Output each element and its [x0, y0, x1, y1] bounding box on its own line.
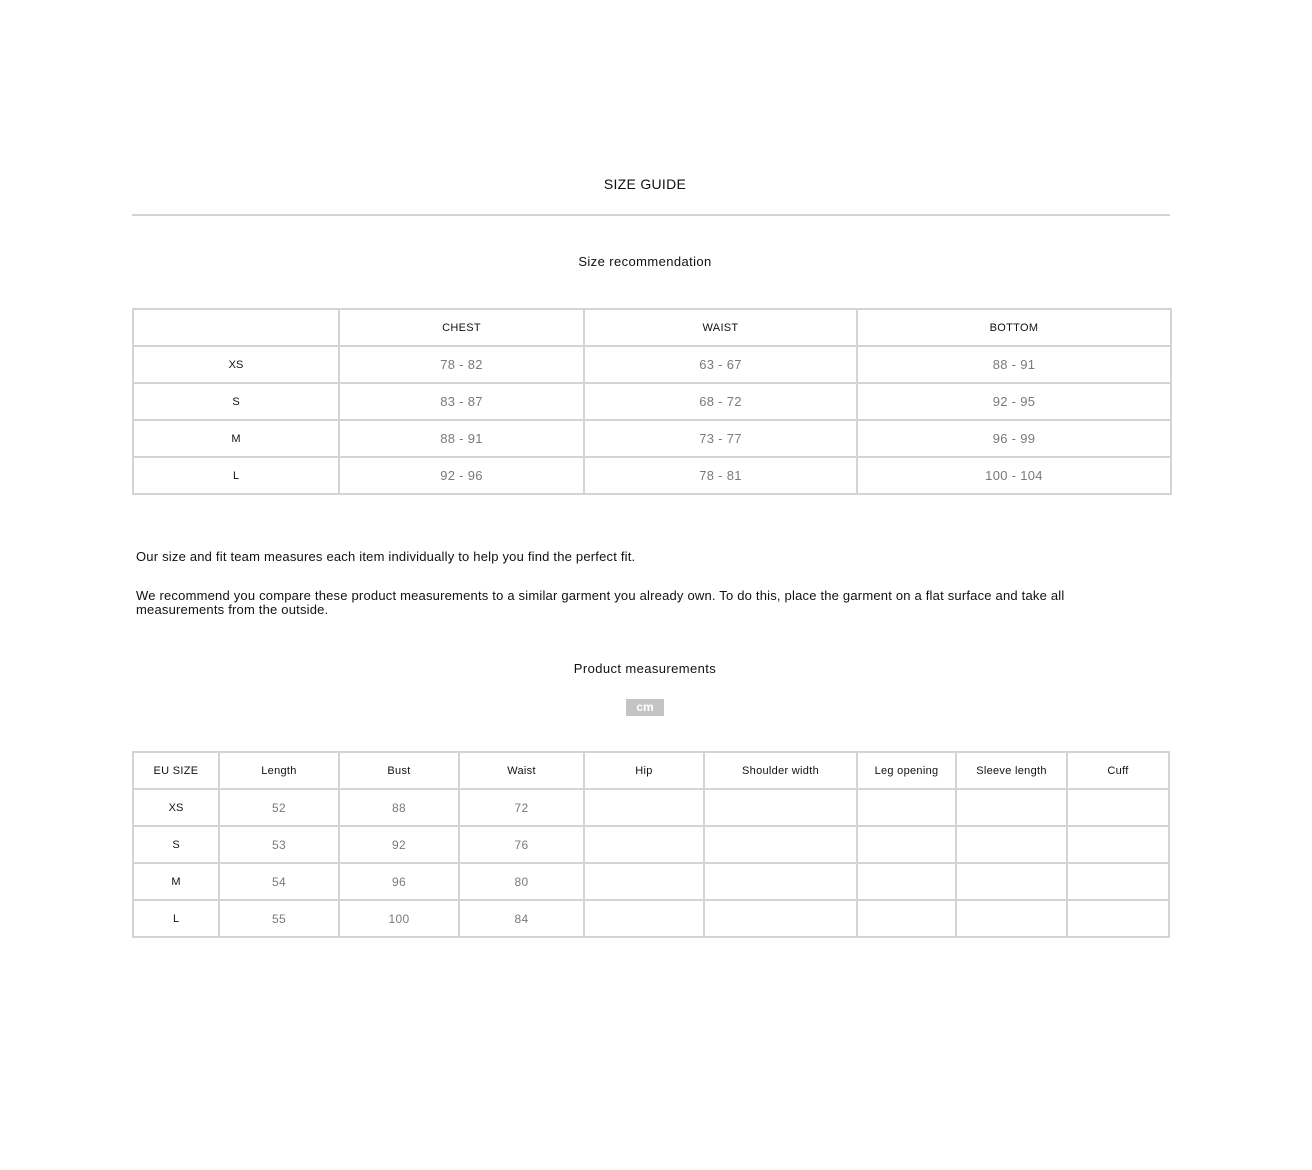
chest-range: 83 - 87 — [339, 383, 584, 420]
bottom-range: 88 - 91 — [857, 346, 1171, 383]
bust-value: 96 — [339, 863, 459, 900]
waist-range: 78 - 81 — [584, 457, 857, 494]
length-value: 54 — [219, 863, 339, 900]
size-label: M — [133, 420, 339, 457]
bottom-range: 96 - 99 — [857, 420, 1171, 457]
column-header-cuff: Cuff — [1067, 752, 1169, 789]
chest-range: 92 - 96 — [339, 457, 584, 494]
waist-range: 68 - 72 — [584, 383, 857, 420]
product-measurements-table — [132, 751, 1170, 938]
table-header-row — [133, 309, 1171, 346]
cuff-value — [1067, 900, 1169, 937]
hip-value — [584, 826, 704, 863]
chest-range: 78 - 82 — [339, 346, 584, 383]
table-row — [133, 383, 1171, 420]
hip-value — [584, 900, 704, 937]
column-header-eu-size: EU SIZE — [133, 752, 219, 789]
waist-value: 80 — [459, 863, 584, 900]
length-value: 52 — [219, 789, 339, 826]
leg-opening-value — [857, 900, 956, 937]
leg-opening-value — [857, 789, 956, 826]
table-row — [133, 863, 1169, 900]
table-row — [133, 457, 1171, 494]
bust-value: 92 — [339, 826, 459, 863]
sleeve-length-value — [956, 900, 1067, 937]
table-header-row — [133, 752, 1169, 789]
page-title: SIZE GUIDE — [603, 176, 687, 192]
table-row — [133, 789, 1169, 826]
waist-value: 84 — [459, 900, 584, 937]
column-header-waist: Waist — [459, 752, 584, 789]
leg-opening-value — [857, 826, 956, 863]
bust-value: 100 — [339, 900, 459, 937]
column-header-shoulder-width: Shoulder width — [704, 752, 857, 789]
column-header-length: Length — [219, 752, 339, 789]
sleeve-length-value — [956, 826, 1067, 863]
leg-opening-value — [857, 863, 956, 900]
shoulder-width-value — [704, 900, 857, 937]
column-header-sleeve-length: Sleeve length — [956, 752, 1067, 789]
table-row — [133, 420, 1171, 457]
bottom-range: 92 - 95 — [857, 383, 1171, 420]
table-row — [133, 900, 1169, 937]
waist-range: 73 - 77 — [584, 420, 857, 457]
column-header-leg-opening: Leg opening — [857, 752, 956, 789]
bottom-range: 100 - 104 — [857, 457, 1171, 494]
hip-value — [584, 863, 704, 900]
column-header-bottom: BOTTOM — [857, 309, 1171, 346]
product-measurements-heading: Product measurements — [573, 661, 717, 676]
length-value: 53 — [219, 826, 339, 863]
cuff-value — [1067, 826, 1169, 863]
cuff-value — [1067, 789, 1169, 826]
column-header-size — [133, 309, 339, 346]
size-label: M — [133, 863, 219, 900]
waist-value: 76 — [459, 826, 584, 863]
intro-paragraph: Our size and fit team measures each item individually to help you find the perfect fit. — [136, 549, 636, 564]
size-label: XS — [133, 789, 219, 826]
column-header-bust: Bust — [339, 752, 459, 789]
size-label: L — [133, 900, 219, 937]
bust-value: 88 — [339, 789, 459, 826]
shoulder-width-value — [704, 826, 857, 863]
unit-toggle-cm[interactable]: cm — [626, 699, 664, 716]
column-header-chest: CHEST — [339, 309, 584, 346]
cuff-value — [1067, 863, 1169, 900]
waist-value: 72 — [459, 789, 584, 826]
size-label: S — [133, 383, 339, 420]
chest-range: 88 - 91 — [339, 420, 584, 457]
length-value: 55 — [219, 900, 339, 937]
shoulder-width-value — [704, 863, 857, 900]
size-recommendation-heading: Size recommendation — [578, 254, 712, 269]
column-header-hip: Hip — [584, 752, 704, 789]
table-row — [133, 826, 1169, 863]
hip-value — [584, 789, 704, 826]
sleeve-length-value — [956, 863, 1067, 900]
size-label: XS — [133, 346, 339, 383]
waist-range: 63 - 67 — [584, 346, 857, 383]
size-label: L — [133, 457, 339, 494]
instructions-paragraph: We recommend you compare these product measurements to a similar garment you already own. To do this, place the garment on a flat surface and take all measurements from the outside. — [136, 588, 1065, 617]
size-label: S — [133, 826, 219, 863]
shoulder-width-value — [704, 789, 857, 826]
title-divider — [132, 214, 1170, 216]
column-header-waist: WAIST — [584, 309, 857, 346]
size-recommendation-table — [132, 308, 1172, 495]
sleeve-length-value — [956, 789, 1067, 826]
table-row — [133, 346, 1171, 383]
